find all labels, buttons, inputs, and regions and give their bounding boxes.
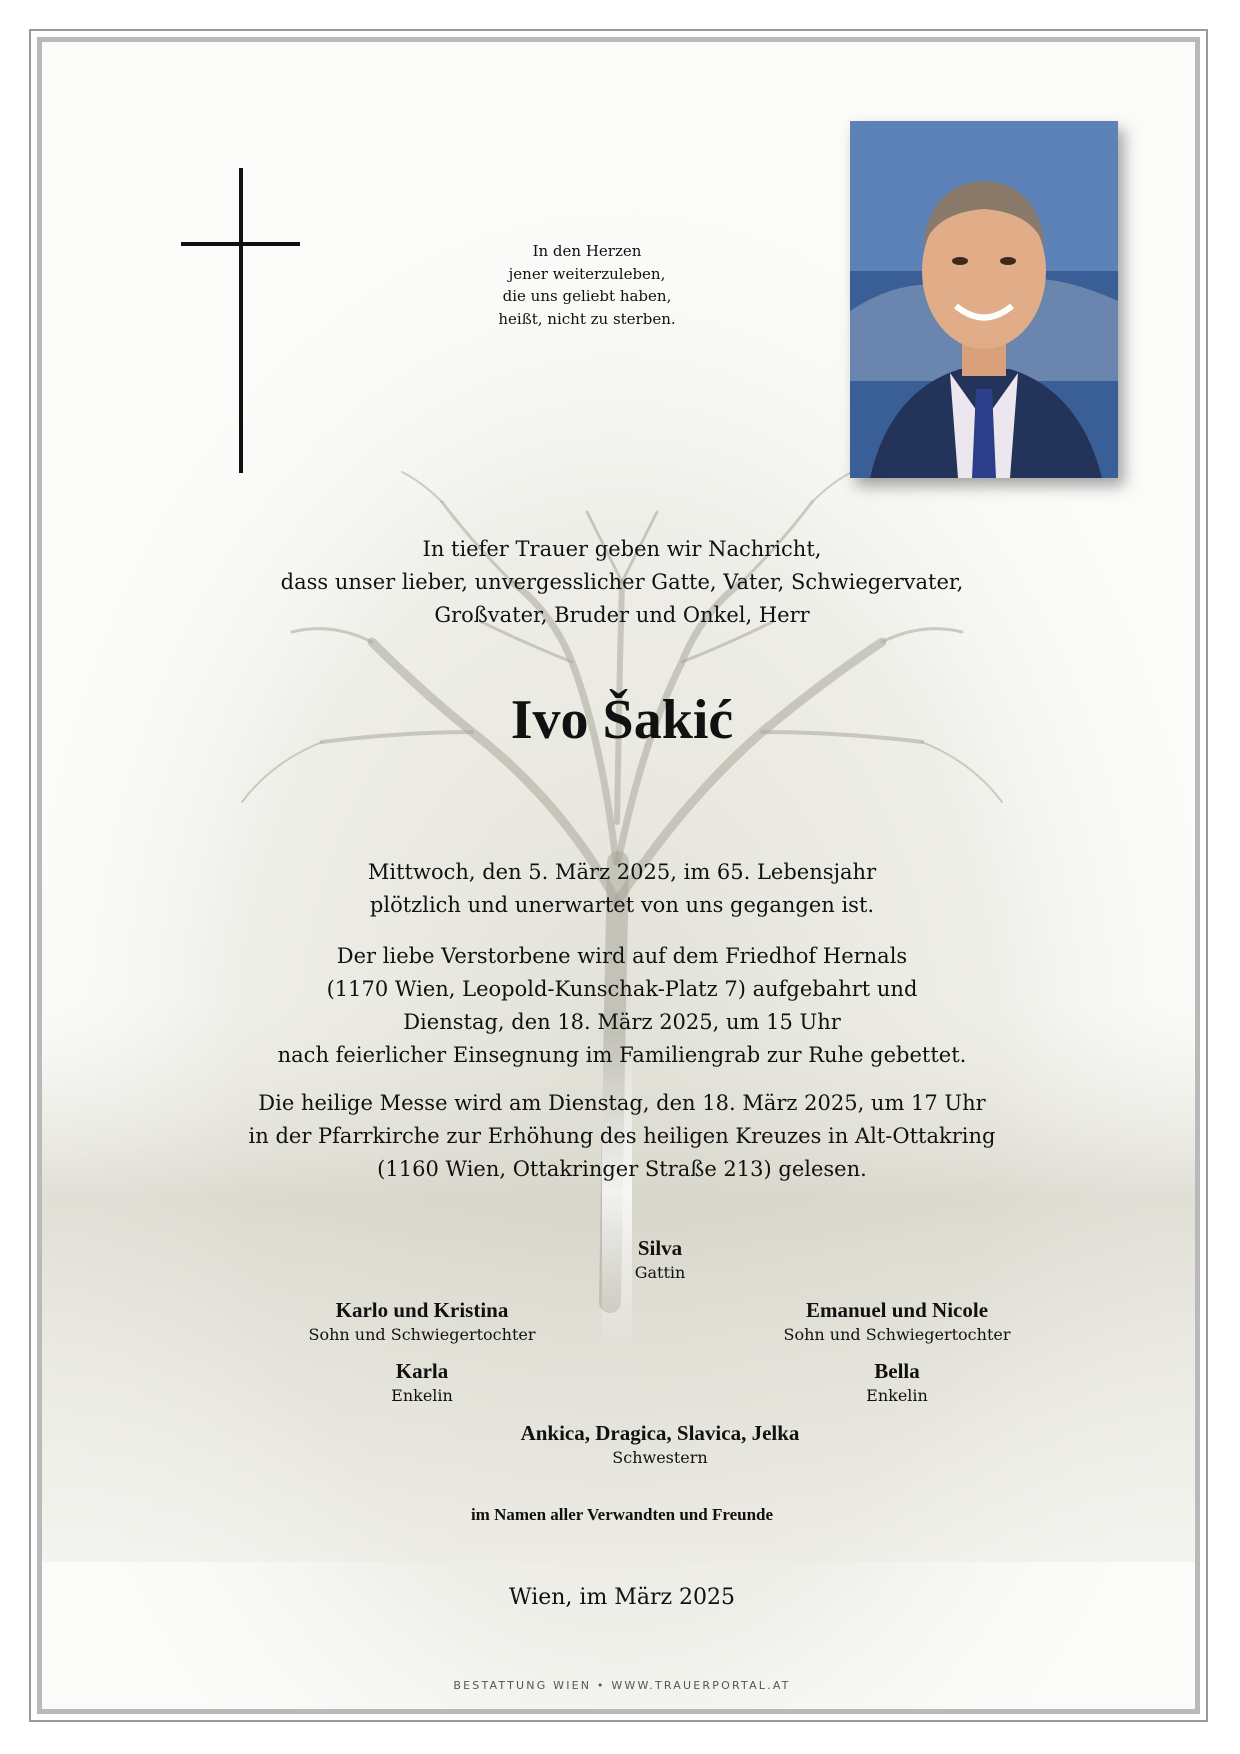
mourner-name: Karla [395,1359,449,1383]
latin-cross-icon [239,168,243,473]
mourner-role: Schwestern [612,1448,708,1467]
place-and-date: Wien, im März 2025 [508,1585,736,1610]
mourner-bella [697,1357,1097,1407]
mourner-role: Sohn und Schwiegertochter [308,1325,536,1344]
mourner-name: Emanuel und Nicole [805,1298,989,1322]
deceased-name: Ivo Šakić [510,689,734,751]
closing-line: im Namen aller Verwandten und Freunde [470,1505,774,1524]
mourner-karlo [222,1296,622,1346]
mourner-name: Bella [874,1359,920,1383]
mourner-role: Gattin [634,1263,686,1282]
portrait-illustration [850,121,1118,478]
mourner-role: Sohn und Schwiegertochter [783,1325,1011,1344]
mourner-name: Karlo und Kristina [335,1298,509,1322]
death-notice-paragraph: Mittwoch, den 5. März 2025, im 65. Lebensjahr plötzlich und unerwartet von uns gegangen ist. [367,860,877,917]
memorial-quote: In den Herzen jener weiterzuleben, die uns geliebt haben, heißt, nicht zu sterben. [498,242,676,328]
mass-paragraph: Die heilige Messe wird am Dienstag, den 18. März 2025, um 17 Uhr in der Pfarrkirche zur Erhöhung des heiligen Kreuzes in Alt-Ottakring (1160 Wien, Ottakringer Straße 213) gelesen. [248,1091,996,1181]
intro-text: In tiefer Trauer geben wir Nachricht, dass unser lieber, unvergesslicher Gatte, Vater, Schwiegervater, Großvater, Bruder und Onkel, Herr [280,537,964,627]
portrait-photo [850,121,1118,478]
mourner-role: Enkelin [391,1386,453,1405]
mourner-emanuel [697,1296,1097,1346]
mourner-silva [460,1234,860,1284]
mourner-sisters [460,1419,860,1469]
notice-page [37,37,1200,1714]
burial-paragraph: Der liebe Verstorbene wird auf dem Friedhof Hernals (1170 Wien, Leopold-Kunschak-Platz 7) aufgebahrt und Dienstag, den 18. März 2025, um 15 Uhr nach feierlicher Einsegnung im Familiengrab zur Ruhe gebettet. [277,944,967,1067]
mourner-name: Ankica, Dragica, Slavica, Jelka [520,1421,800,1445]
mourner-role: Enkelin [866,1386,928,1405]
mourner-name: Silva [637,1236,683,1260]
footer-publisher: BESTATTUNG WIEN • WWW.TRAUERPORTAL.AT [453,1679,791,1692]
mourner-karla [222,1357,622,1407]
latin-cross-icon-bar [181,242,300,246]
